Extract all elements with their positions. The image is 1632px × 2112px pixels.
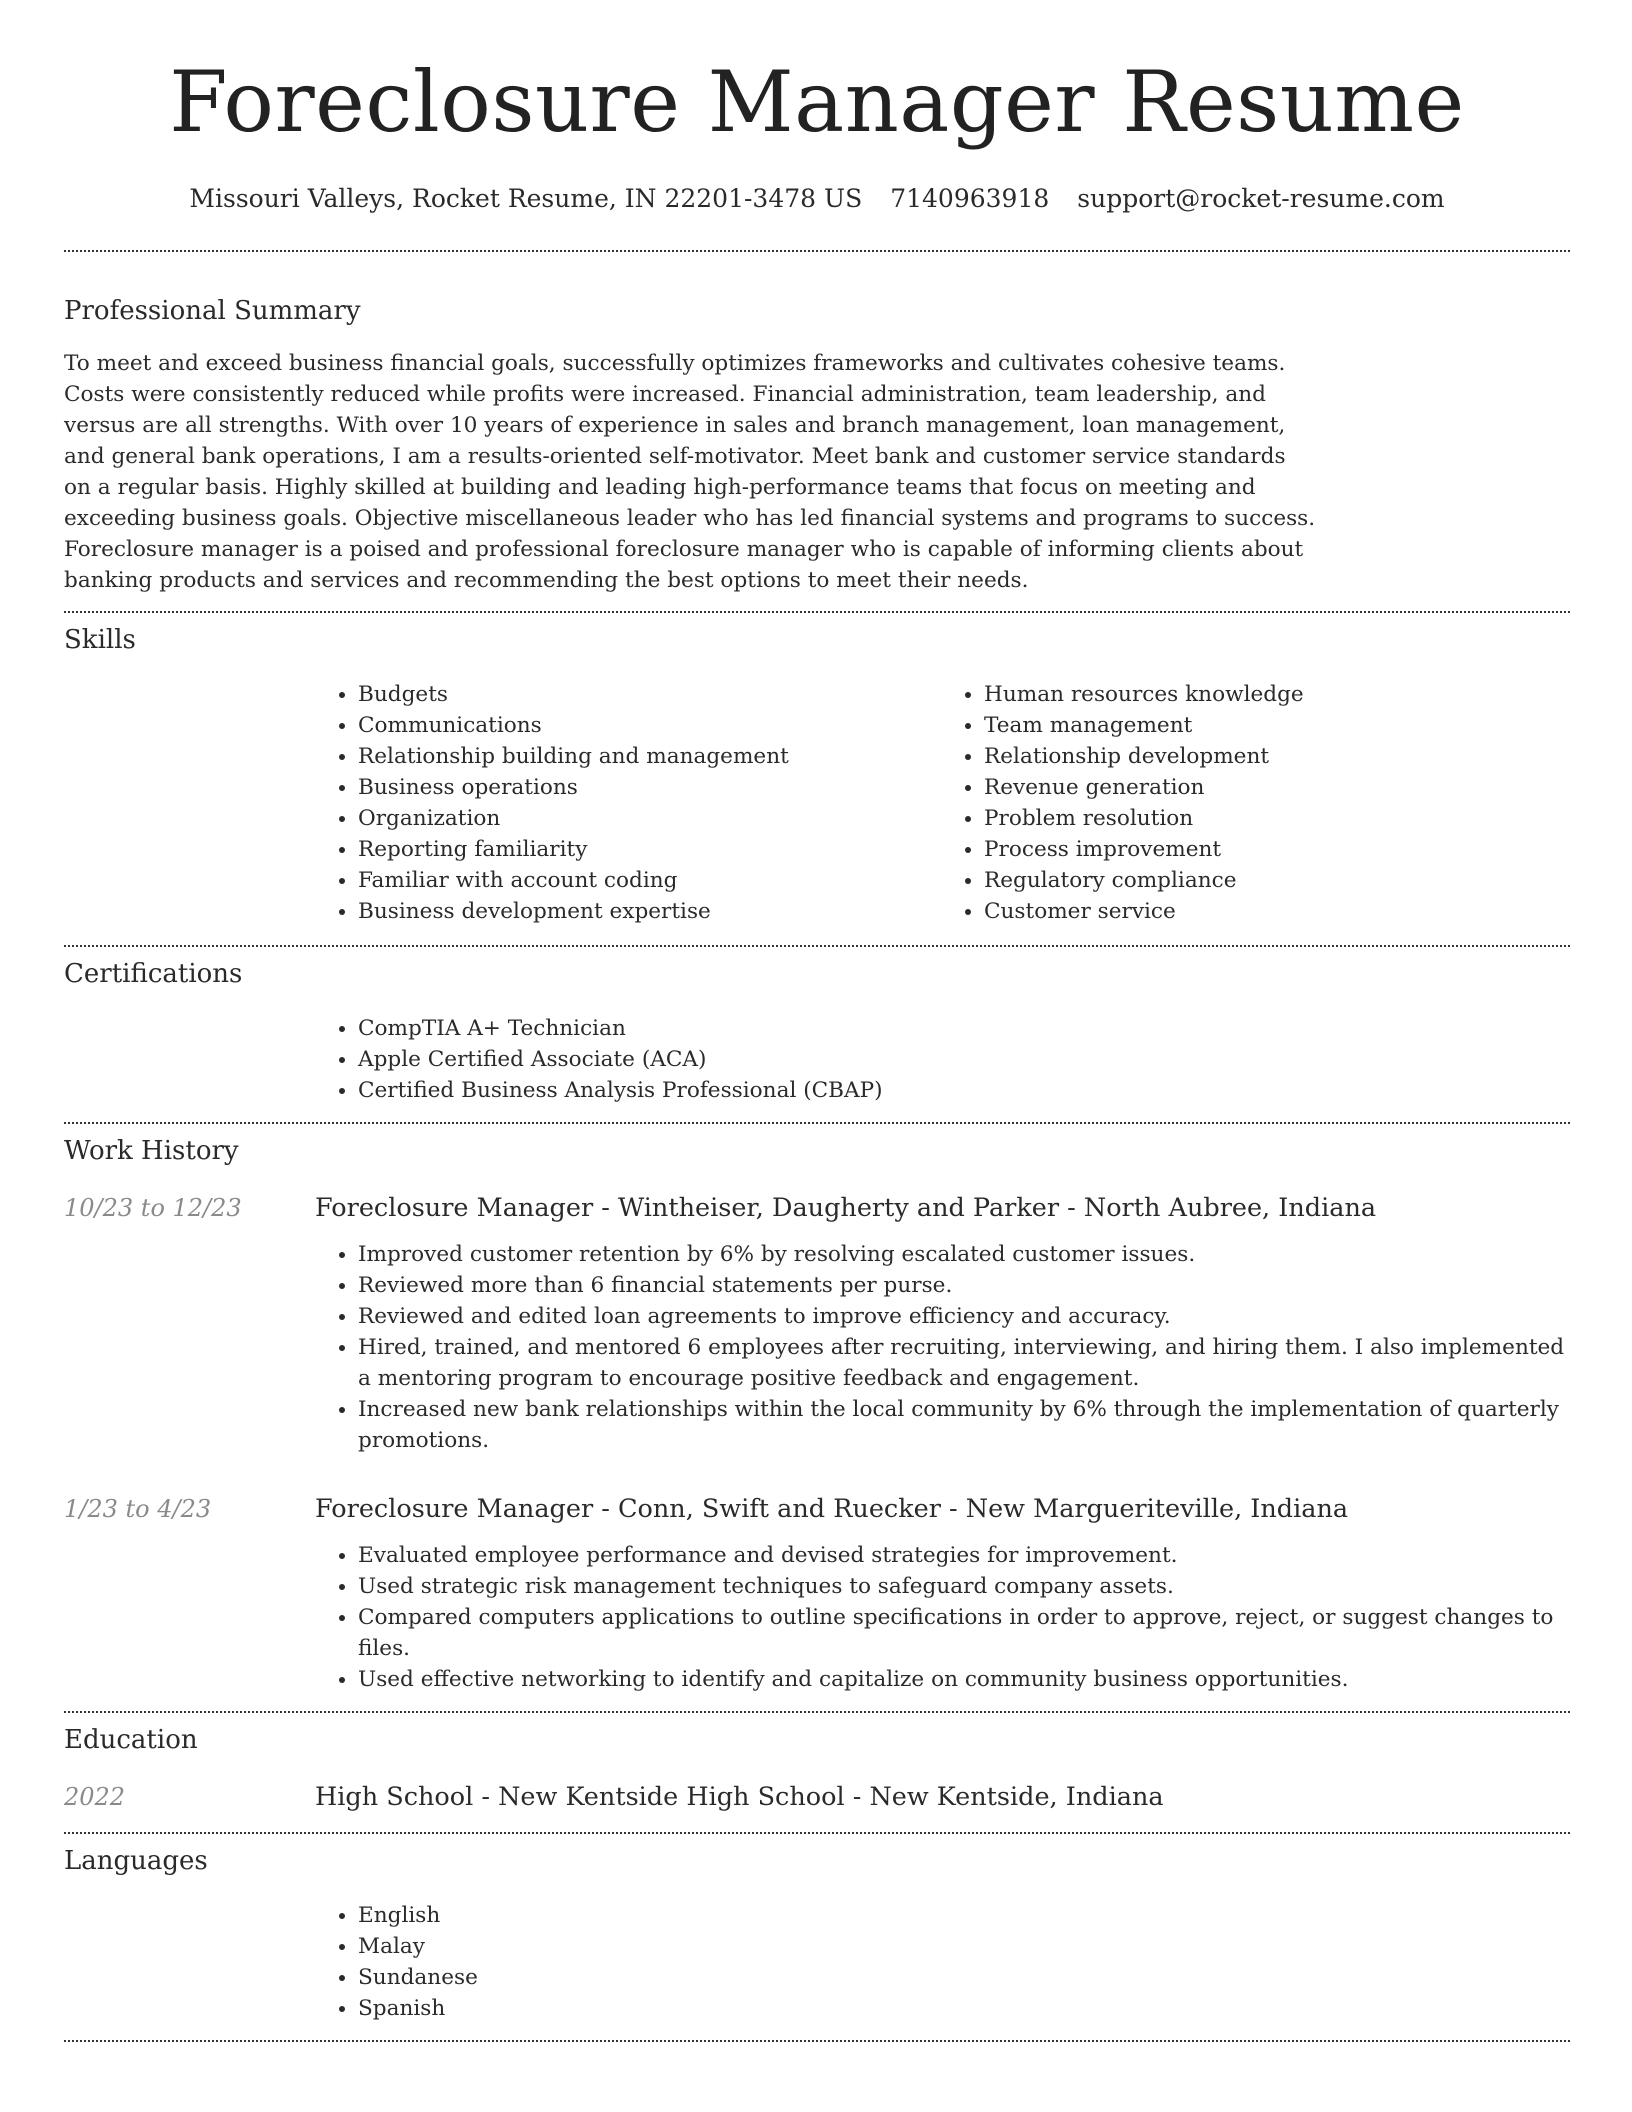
skill-item: • Human resources knowledge [984,679,1567,710]
job-bullet: • Compared computers applications to outline specifications in order to approve, reject, or suggest changes to files. [358,1602,1567,1664]
job-bullet: • Reviewed and edited loan agreements to improve efficiency and accuracy. [358,1301,1567,1332]
work-section [64,1134,1570,1695]
skill-item: • Process improvement [984,834,1567,865]
skill-item: • Budgets [358,679,941,710]
language-item: • English [358,1900,1567,1931]
skill-item: • Organization [358,803,941,834]
job-bullet: • Evaluated employee performance and devised strategies for improvement. [358,1540,1567,1571]
contact-line [64,182,1570,216]
divider [64,250,1570,252]
job-dates: 1/23 to 4/23 [64,1495,212,1523]
certifications-section [64,957,1570,1106]
certification-item: • Certified Business Analysis Professional (CBAP) [358,1075,1567,1106]
certification-item: • CompTIA A+ Technician [358,1013,1567,1044]
skill-item: • Relationship development [984,741,1567,772]
summary-section [64,294,1570,596]
skill-item: • Problem resolution [984,803,1567,834]
skills-section [64,623,1570,927]
education-year: 2022 [64,1783,126,1811]
summary-heading: Professional Summary [64,296,361,326]
skills-columns [315,679,1567,927]
resume-page [64,0,1570,2042]
job-entry [64,1191,1570,1225]
job-bullet: • Used strategic risk management techniques to safeguard company assets. [358,1571,1567,1602]
education-section [64,1723,1570,1814]
skills-heading: Skills [64,625,136,655]
contact-email: support@rocket-resume.com [1077,184,1445,213]
summary-text: To meet and exceed business financial goals, successfully optimizes frameworks and cultivates cohesive teams. Costs were consistently reduced while profits were increased. Financial administration, team leadership, and versus are all strengths. With over 10 years of experience in sales and branch management, loan management, and general bank operations, I am a results-oriented self-motivator. Meet bank and customer service standards on a regular basis. Highly skilled at building and leading high-performance teams that focus on meeting and exceeding business goals. Objective miscellaneous leader who has led financial systems and programs to success. Foreclosure manager is a poised and professional foreclosure manager who is capable of informing clients about banking products and services and recommending the best options to meet their needs. [64,351,1316,593]
certifications-list [315,1013,1567,1106]
job-bullet: • Used effective networking to identify and capitalize on community business opportunities. [358,1664,1567,1695]
skill-item: • Communications [358,710,941,741]
divider [64,611,1570,613]
language-item: • Spanish [358,1993,1567,2024]
job-heading: Foreclosure Manager - Wintheiser, Daugherty and Parker - North Aubree, Indiana [315,1193,1377,1223]
job-bullet: • Reviewed more than 6 financial statements per purse. [358,1270,1567,1301]
education-heading-line: High School - New Kentside High School - New Kentside, Indiana [315,1782,1164,1812]
resume-title: Foreclosure Manager Resume [169,53,1465,151]
education-heading: Education [64,1725,198,1755]
languages-heading: Languages [64,1846,208,1876]
divider [64,1832,1570,1834]
divider [64,1711,1570,1713]
certifications-heading: Certifications [64,959,243,989]
job-entry [64,1492,1570,1526]
skills-list-right [941,679,1567,927]
language-item: • Sundanese [358,1962,1567,1993]
skill-item: • Relationship building and management [358,741,941,772]
job-bullet: • Hired, trained, and mentored 6 employees after recruiting, interviewing, and hiring them. I also implemented a mentoring program to encourage positive feedback and engagement. [358,1332,1567,1394]
work-heading: Work History [64,1136,239,1166]
skill-item: • Customer service [984,896,1567,927]
skills-list-left [315,679,941,927]
divider [64,1122,1570,1124]
skill-item: • Revenue generation [984,772,1567,803]
skill-item: • Business development expertise [358,896,941,927]
job-bullet: • Improved customer retention by 6% by resolving escalated customer issues. [358,1239,1567,1270]
education-entry [64,1780,1570,1814]
contact-phone: 7140963918 [890,184,1050,213]
contact-address: Missouri Valleys, Rocket Resume, IN 22201-3478 US [189,184,863,213]
certification-item: • Apple Certified Associate (ACA) [358,1044,1567,1075]
job-bullet: • Increased new bank relationships within the local community by 6% through the implementation of quarterly promotions. [358,1394,1567,1456]
job-bullets [315,1239,1567,1456]
skill-item: • Reporting familiarity [358,834,941,865]
job-heading: Foreclosure Manager - Conn, Swift and Ruecker - New Margueriteville, Indiana [315,1494,1349,1524]
languages-section [64,1844,1570,2024]
job-dates: 10/23 to 12/23 [64,1194,242,1222]
skill-item: • Team management [984,710,1567,741]
skill-item: • Familiar with account coding [358,865,941,896]
languages-list [315,1900,1567,2024]
skill-item: • Business operations [358,772,941,803]
job-bullets [315,1540,1567,1695]
divider [64,945,1570,947]
language-item: • Malay [358,1931,1567,1962]
divider [64,2040,1570,2042]
skill-item: • Regulatory compliance [984,865,1567,896]
